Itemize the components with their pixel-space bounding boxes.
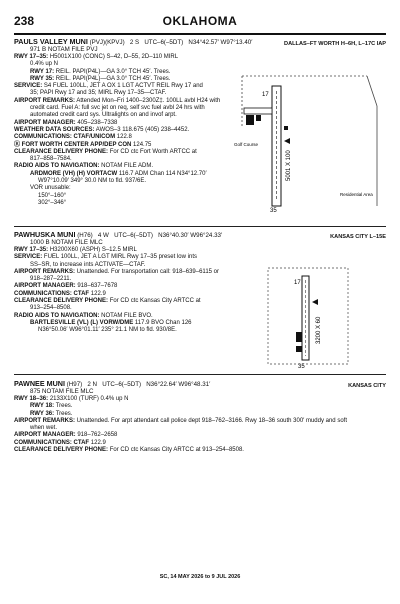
detail-key: Ⓡ FORT WORTH CENTER APP/DEP CON [14,141,132,148]
detail-key: COMMUNICATIONS: CTAF [14,439,90,446]
detail-value: 913–254–8508. [30,305,72,312]
detail-value: NOTAM FILE BVO. [101,312,153,319]
pauls-valley-region [284,41,386,48]
runway-35-label: 35 [270,208,277,214]
airport-sub: 971 B NOTAM FILE PVJ [30,46,98,54]
detail-line [14,61,249,68]
detail-key: AIRPORT MANAGER: [14,119,76,126]
hangar [296,332,302,342]
detail-value: 150°–160° [38,192,67,199]
detail-line [14,396,386,403]
airport-name: PAWNEE MUNI [14,379,65,388]
detail-value: automated credit card sys. Ultralights on and invof arpt. [30,112,177,119]
airport-name: PAWHUSKA MUNI [14,230,76,239]
detail-line [14,262,249,269]
detail-line [14,269,249,276]
detail-key: BARTLESVILLE (VL) (L) VORW/DME [30,319,134,326]
detail-line [14,54,249,61]
detail-value: 817–858–7584. [30,156,72,163]
detail-key: RWY 18–36: [14,396,49,402]
wind-indicator [312,299,318,305]
detail-value: 124.75 [133,141,152,148]
airport-utc: UTC–6(–5DT) [102,381,142,388]
state-title: OKLAHOMA [162,14,238,28]
detail-value: 918–762–2658 [77,432,118,439]
airport-utc: UTC–6(–5DT) [114,232,153,239]
detail-value: FUEL 100LL, JET A LGT MIRL Rwy 17–35 preset low ints [43,254,197,261]
detail-line [14,298,249,305]
detail-key: AIRPORT REMARKS: [14,417,75,424]
header-rule [14,33,386,35]
detail-line [14,403,386,410]
detail-key: SERVICE: [14,83,43,90]
detail-value: 122.8 [116,134,132,141]
detail-value: 117.9 BVO Chan 126 [134,319,192,326]
page-footer: SC, 14 MAY 2026 to 9 JUL 2026 [159,574,241,580]
detail-line [14,149,249,156]
detail-value: REIL. PAPI(P4L)—GA 3.0° TCH 45′. Trees. [55,68,171,75]
detail-value: 918–287–2211. [30,276,72,283]
detail-line [14,276,249,283]
detail-line [14,283,249,290]
detail-value: when wet. [30,425,58,432]
pawnee-details [14,396,386,454]
detail-line [14,418,386,425]
region-line: IAP [376,41,386,47]
detail-line [14,120,249,127]
detail-line [14,105,249,112]
detail-key: RWY 18: [30,403,55,410]
airport-distance: 4 W [97,232,109,239]
detail-key: WEATHER DATA SOURCES: [14,126,95,133]
detail-line [14,83,249,90]
detail-line [14,247,249,254]
airport-coords: N36°40.30′ W96°24.33′ [158,232,223,239]
detail-line [14,69,249,76]
detail-value: 35; PAPI Rwy 17 and 35; MIRL Rwy 17–35—CTAF. [30,90,167,97]
detail-key: COMMUNICATIONS: CTAF/UNICOM [14,134,116,141]
pawnee-header [14,380,386,396]
airport-sub: 875 NOTAM FILE MLC [30,388,94,396]
page-number: 238 [14,14,35,28]
detail-key: RWY 35: [30,75,55,82]
airport-name: PAULS VALLEY MUNI [14,37,88,46]
runway-dimensions: 5001 X 100 [286,150,292,181]
detail-value: H5001X100 (CONC) S–42, D–55, 2D–110 MIRL [49,54,179,60]
detail-value: For CD ctc Kansas City ARTCC at 913–254–8508. [109,447,244,454]
detail-key: RADIO AIDS TO NAVIGATION: [14,163,100,170]
detail-value: VOR unusable: [30,185,71,192]
detail-value: REIL. PAPI(P4L)—GA 3.0° TCH 45′. Trees. [55,75,171,82]
detail-value: 122.9 [90,290,106,297]
region-line: KANSAS CITY [330,234,368,240]
region-line: H–6H, L–17C [340,41,376,47]
detail-line [14,411,386,418]
detail-line [14,112,249,119]
pawnee-region [348,383,386,390]
detail-line [14,163,249,170]
detail-key: ARDMORE (VH) (H) VORTACW [30,170,118,177]
hangar [296,346,302,352]
section-rule [14,374,386,375]
beacon-icon [284,126,288,130]
pawhuska-details [14,247,249,335]
detail-key: AIRPORT REMARKS: [14,268,75,275]
detail-line [14,76,249,83]
apron [244,108,272,114]
detail-value: S4 FUEL 100LL, JET A OX 1 LGT ACTVT REIL Rwy 17 and [43,83,203,90]
pauls-valley-airport-diagram [232,66,386,216]
detail-key: SERVICE: [14,254,43,261]
detail-value: 405–238–7338 [77,119,118,126]
detail-value: H3200X60 (ASPH) S–12.5 MIRL [49,247,137,253]
airport-coords: N36°22.64′ W96°48.31′ [146,381,211,388]
detail-value: 2133X100 (TURF) 0.4% up N [49,396,129,402]
pawhuska-airport-diagram [262,262,372,370]
detail-line [14,254,249,261]
airport-ident: (PVJ)(KPVJ) [89,39,125,46]
detail-value: NOTAM FILE ADM. [101,163,154,170]
detail-key: CLEARANCE DELIVERY PHONE: [14,148,109,155]
detail-line [14,425,386,432]
detail-value: credit card. Fuel A: full svc jet on req, self svc fuel avbl 24 hrs with [30,105,205,112]
detail-value: 116.7 ADM Chan 114 N34°12.70′ [118,170,207,177]
airport-coords: N34°42.57′ W97°13.40′ [188,39,253,46]
detail-key: RWY 17–35: [14,54,49,60]
detail-value: Trees. [55,403,73,410]
hangar [246,115,254,125]
detail-value: W97°10.09′ 349° 30.0 NM to fld. 937/6E. [38,178,146,185]
detail-key: COMMUNICATIONS: CTAF [14,290,90,297]
detail-line [14,193,249,200]
detail-line [14,440,386,447]
detail-line [14,185,249,192]
detail-line [14,127,249,134]
airport-distance: 2 N [87,381,98,388]
hangar [256,115,261,121]
detail-line [14,90,249,97]
detail-line [14,171,249,178]
detail-key: RWY 17: [30,68,55,75]
detail-line [14,142,249,149]
region-line: KANSAS CITY [348,383,386,389]
detail-value: 122.9 [90,439,106,446]
detail-line [14,134,249,141]
detail-value: Attended Mon–Fri 1400–2300Z‡. 100LL avbl H24 with [76,97,221,104]
detail-key: RADIO AIDS TO NAVIGATION: [14,312,100,319]
detail-value: N36°50.06′ W96°01.11′ 235° 21.1 NM to fld. 930/8E. [38,327,177,334]
detail-line [14,156,249,163]
detail-value: Unattended. For transportation call: 918–639–6115 or [76,268,219,275]
detail-value: 918–637–7678 [77,283,118,290]
section-rule [14,226,386,227]
detail-key: AIRPORT REMARKS: [14,97,75,104]
detail-value: AWOS–3 118.675 (405) 238–4452. [95,126,190,133]
detail-value: For CD ctc Fort Worth ARTCC at [109,148,197,155]
pauls-valley-details [14,54,249,207]
detail-key: CLEARANCE DELIVERY PHONE: [14,447,109,454]
detail-key: RWY 17–35: [14,247,49,253]
region-line: L–15E [369,234,386,240]
detail-value: Unattended. For arpt attendant call police dept 918–762–3166. Rwy 18–36 south 300′ muddy and soft [76,417,347,424]
runway-dimensions: 3200 X 60 [316,316,322,344]
airport-utc: UTC–6(–5DT) [144,39,184,46]
runway-17-label: 17 [294,280,301,286]
detail-key: CLEARANCE DELIVERY PHONE: [14,298,109,305]
detail-line [14,305,249,312]
airport-ident: (H97) [66,381,83,388]
pawhuska-region [330,234,386,241]
airport-sub: 1000 B NOTAM FILE MLC [30,239,103,247]
detail-line [14,98,249,105]
detail-line [14,200,249,207]
detail-line [14,327,249,334]
runway-17-label: 17 [262,92,269,98]
region-line: DALLAS–FT WORTH [284,41,340,47]
detail-value: 302°–346° [38,199,67,206]
detail-line [14,313,249,320]
detail-key: RWY 36: [30,410,55,417]
detail-value: Trees. [55,410,73,417]
residential-area-label: Residential Area [340,192,373,197]
runway-35-label: 35 [298,364,305,370]
detail-line [14,447,386,454]
airport-ident: (H76) [77,232,93,239]
detail-line [14,320,249,327]
detail-line [14,291,249,298]
detail-value: 0.4% up N [30,61,59,68]
airport-distance: 2 S [129,39,140,46]
detail-value: For CD ctc Kansas City ARTCC at [109,298,201,305]
detail-line [14,432,386,439]
golf-course-label: Golf Course [234,142,259,147]
detail-value: SS–SR, to increase ints ACTIVATE—CTAF. [30,261,146,268]
detail-key: AIRPORT MANAGER: [14,432,76,439]
detail-key: AIRPORT MANAGER: [14,283,76,290]
detail-line [14,178,249,185]
